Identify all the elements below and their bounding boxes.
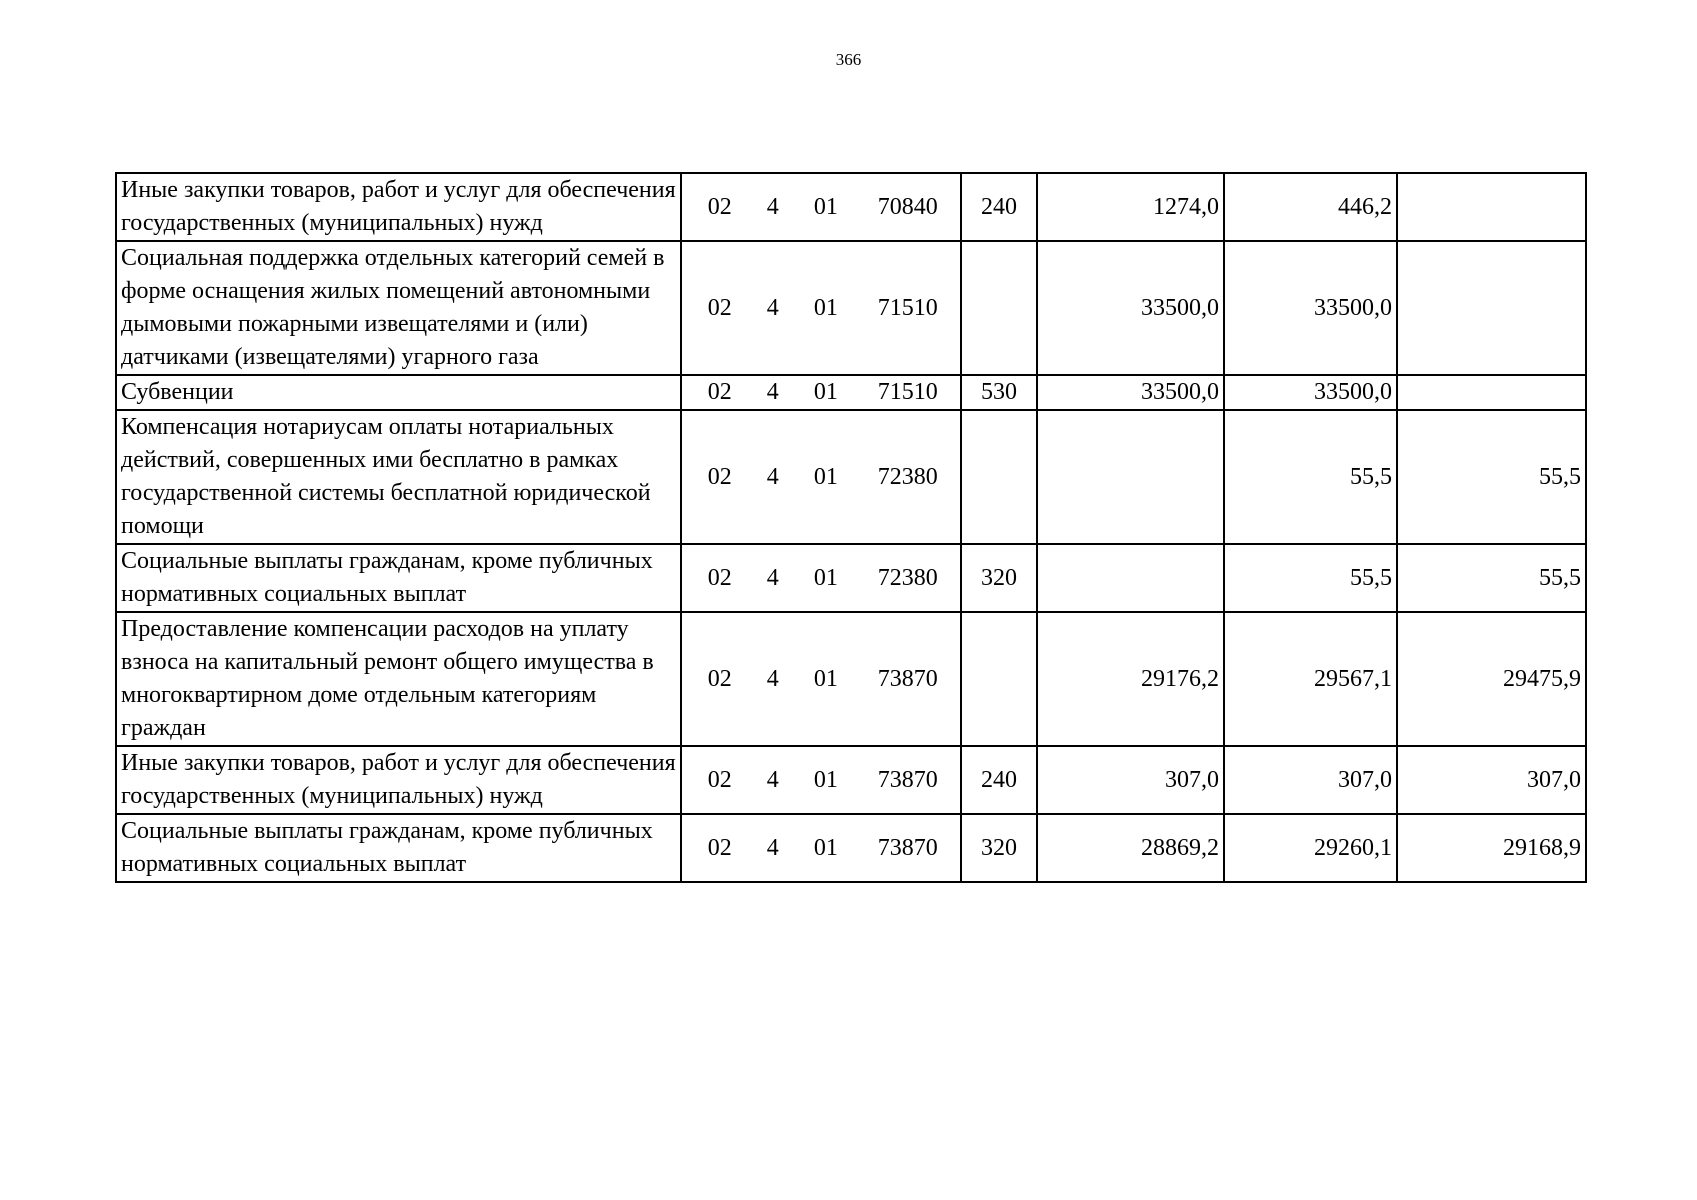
table-row — [116, 375, 1586, 410]
code-subprogram: 01 — [813, 379, 838, 405]
code-section: 02 — [707, 379, 732, 405]
row-value-3: 55,5 — [1397, 544, 1586, 612]
row-name: Иные закупки товаров, работ и услуг для обеспечения государственных (муниципальных) нужд — [116, 746, 681, 814]
row-name: Компенсация нотариусам оплаты нотариальных действий, совершенных ими бесплатно в рамках государственной системы бесплатной юридической помощи — [116, 410, 681, 544]
table-row — [116, 410, 1586, 544]
code-program: 4 — [766, 766, 779, 793]
code-program: 4 — [766, 463, 779, 490]
row-name: Социальные выплаты гражданам, кроме публичных нормативных социальных выплат — [116, 544, 681, 612]
code-section: 02 — [707, 766, 732, 793]
row-value-2: 33500,0 — [1224, 375, 1397, 410]
code-subprogram: 01 — [813, 834, 838, 861]
code-subprogram: 01 — [813, 294, 838, 321]
code-program: 4 — [766, 379, 779, 405]
row-expense-type: 240 — [961, 746, 1037, 814]
code-program: 4 — [766, 665, 779, 692]
row-code — [681, 410, 961, 544]
code-section: 02 — [707, 294, 732, 321]
row-code — [681, 746, 961, 814]
row-value-3 — [1397, 173, 1586, 241]
code-program: 4 — [766, 834, 779, 861]
code-subprogram: 01 — [813, 193, 838, 220]
row-value-1: 28869,2 — [1037, 814, 1224, 882]
row-value-3: 29475,9 — [1397, 612, 1586, 746]
row-code — [681, 241, 961, 375]
code-subprogram: 01 — [813, 766, 838, 793]
row-expense-type: 530 — [961, 375, 1037, 410]
row-value-2: 446,2 — [1224, 173, 1397, 241]
table-row — [116, 173, 1586, 241]
row-code — [681, 375, 961, 410]
row-value-2: 29567,1 — [1224, 612, 1397, 746]
code-program: 4 — [766, 564, 779, 591]
row-code — [681, 173, 961, 241]
row-value-3 — [1397, 375, 1586, 410]
row-value-1 — [1037, 544, 1224, 612]
code-section: 02 — [707, 463, 732, 490]
row-value-2: 307,0 — [1224, 746, 1397, 814]
code-section: 02 — [707, 665, 732, 692]
code-subprogram: 01 — [813, 463, 838, 490]
row-expense-type — [961, 410, 1037, 544]
row-value-1: 33500,0 — [1037, 241, 1224, 375]
row-expense-type — [961, 612, 1037, 746]
row-value-3: 307,0 — [1397, 746, 1586, 814]
row-value-3: 29168,9 — [1397, 814, 1586, 882]
row-value-3 — [1397, 241, 1586, 375]
row-value-2: 33500,0 — [1224, 241, 1397, 375]
row-name: Предоставление компенсации расходов на уплату взноса на капитальный ремонт общего имущества в многоквартирном доме отдельным категориям граждан — [116, 612, 681, 746]
row-expense-type: 320 — [961, 814, 1037, 882]
row-value-2: 55,5 — [1224, 544, 1397, 612]
row-value-1: 29176,2 — [1037, 612, 1224, 746]
row-code — [681, 814, 961, 882]
code-direction: 72380 — [877, 463, 938, 490]
row-value-3: 55,5 — [1397, 410, 1586, 544]
code-direction: 71510 — [877, 294, 938, 321]
table-row — [116, 612, 1586, 746]
row-name: Социальная поддержка отдельных категорий семей в форме оснащения жилых помещений автономными дымовыми пожарными извещателями и (или) датчиками (извещателями) угарного газа — [116, 241, 681, 375]
code-section: 02 — [707, 834, 732, 861]
row-value-1: 307,0 — [1037, 746, 1224, 814]
code-section: 02 — [707, 193, 732, 220]
table-row — [116, 746, 1586, 814]
row-expense-type — [961, 241, 1037, 375]
table-row — [116, 814, 1586, 882]
code-program: 4 — [766, 193, 779, 220]
row-value-1: 1274,0 — [1037, 173, 1224, 241]
row-name: Социальные выплаты гражданам, кроме публичных нормативных социальных выплат — [116, 814, 681, 882]
code-direction: 73870 — [877, 665, 938, 692]
row-value-1: 33500,0 — [1037, 375, 1224, 410]
row-value-2: 55,5 — [1224, 410, 1397, 544]
row-code — [681, 544, 961, 612]
row-expense-type: 320 — [961, 544, 1037, 612]
table-row — [116, 241, 1586, 375]
code-direction: 70840 — [877, 193, 938, 220]
row-expense-type: 240 — [961, 173, 1037, 241]
code-direction: 73870 — [877, 834, 938, 861]
row-name: Иные закупки товаров, работ и услуг для обеспечения государственных (муниципальных) нужд — [116, 173, 681, 241]
page-number: 366 — [835, 50, 862, 69]
code-subprogram: 01 — [813, 665, 838, 692]
code-subprogram: 01 — [813, 564, 838, 591]
budget-table — [115, 172, 1587, 883]
row-name: Субвенции — [116, 375, 681, 410]
row-code — [681, 612, 961, 746]
code-direction: 71510 — [877, 379, 938, 405]
code-direction: 73870 — [877, 766, 938, 793]
table-row — [116, 544, 1586, 612]
row-value-1 — [1037, 410, 1224, 544]
code-program: 4 — [766, 294, 779, 321]
code-section: 02 — [707, 564, 732, 591]
code-direction: 72380 — [877, 564, 938, 591]
row-value-2: 29260,1 — [1224, 814, 1397, 882]
